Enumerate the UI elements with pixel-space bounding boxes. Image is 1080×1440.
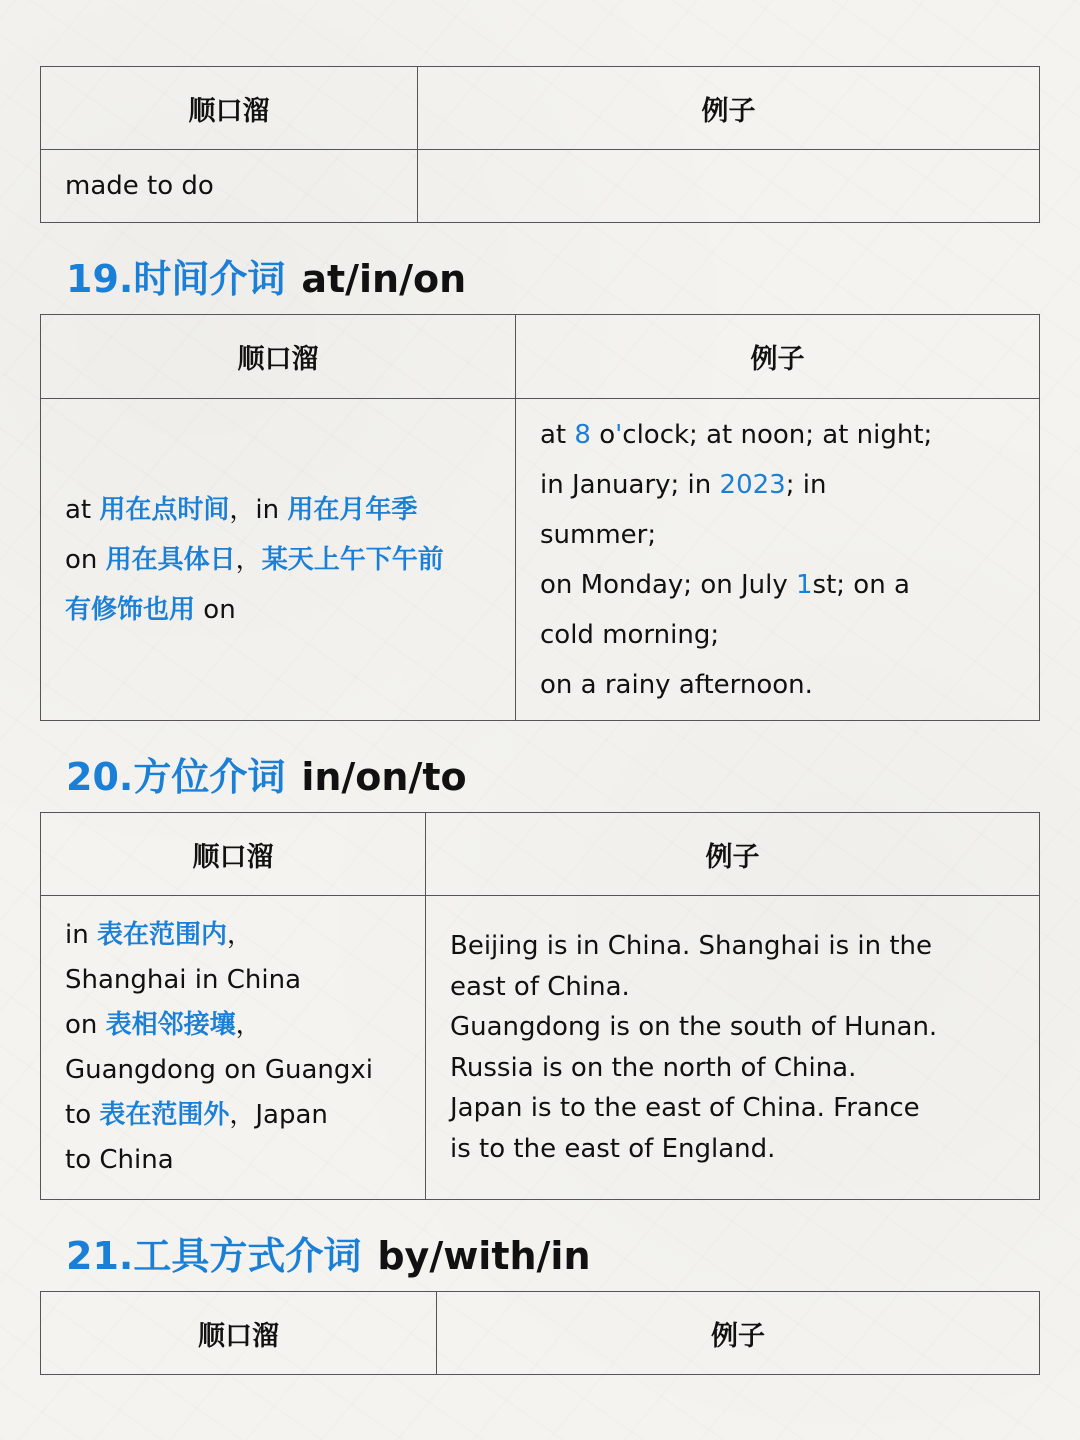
example-line: summer; bbox=[540, 519, 657, 550]
rhyme-text: on bbox=[65, 1009, 106, 1040]
table-time-prepositions bbox=[40, 314, 1040, 721]
rhyme-cell bbox=[41, 399, 515, 720]
example-cell bbox=[425, 896, 1039, 1199]
rhyme-highlight: 表相邻接壤 bbox=[105, 1009, 236, 1040]
rhyme-text: at bbox=[65, 494, 100, 525]
example-line: east of China. bbox=[450, 971, 630, 1002]
example-line: is to the east of England. bbox=[450, 1133, 776, 1164]
table-row bbox=[41, 398, 1039, 720]
section-number: 21. bbox=[66, 1234, 134, 1278]
rhyme-cell bbox=[41, 150, 417, 222]
section-title-cn: 方位介词 bbox=[133, 755, 286, 799]
example-number: 1 bbox=[796, 569, 813, 600]
rhyme-line bbox=[65, 585, 491, 635]
section-title-en: at/in/on bbox=[301, 257, 467, 301]
section-title-20 bbox=[66, 746, 467, 801]
example-apostrophe: ' bbox=[615, 419, 623, 450]
header-rhyme bbox=[41, 315, 515, 398]
example-line: Russia is on the north of China. bbox=[450, 1052, 857, 1083]
header-rhyme-label: 顺口溜 bbox=[198, 1320, 279, 1352]
example-line: cold morning; bbox=[540, 619, 720, 650]
rhyme-text: ， bbox=[235, 544, 262, 575]
example-line: Beijing is in China. Shanghai is in the bbox=[450, 931, 933, 961]
rhyme-text: in bbox=[65, 919, 97, 950]
header-example-label: 例子 bbox=[701, 95, 756, 127]
rhyme-text: ，Japan bbox=[229, 1099, 328, 1130]
example-line: Guangdong is on the south of Hunan. bbox=[450, 1012, 938, 1042]
rhyme-highlight: 表在范围内 bbox=[96, 919, 227, 950]
section-title-en: in/on/to bbox=[301, 755, 467, 799]
example-line bbox=[540, 560, 1015, 610]
rhyme-highlight: 有修饰也用 bbox=[65, 594, 196, 625]
rhyme-highlight: 表在范围外 bbox=[99, 1099, 230, 1130]
example-cell bbox=[417, 150, 1039, 222]
example-cell bbox=[515, 399, 1039, 720]
header-rhyme-label: 顺口溜 bbox=[237, 344, 319, 375]
example-line: Japan is to the east of China. France bbox=[450, 1093, 920, 1123]
rhyme-cell bbox=[41, 896, 425, 1199]
section-title-21 bbox=[66, 1225, 591, 1280]
header-example-label: 例子 bbox=[705, 841, 760, 873]
section-title-19 bbox=[66, 248, 466, 303]
table-header-row bbox=[41, 813, 1039, 895]
section-number: 20. bbox=[66, 755, 134, 799]
header-example bbox=[417, 67, 1039, 149]
rhyme-text: to bbox=[65, 1099, 100, 1130]
example-text: at bbox=[540, 419, 575, 450]
table-row bbox=[41, 149, 1039, 222]
example-text: o bbox=[590, 419, 616, 450]
rhyme-line bbox=[65, 535, 491, 585]
rhyme-text: ， bbox=[235, 1009, 262, 1040]
header-example bbox=[515, 315, 1039, 398]
rhyme-line: Shanghai in China bbox=[65, 964, 302, 995]
example-number: 2023 bbox=[719, 469, 786, 500]
rhyme-text: on bbox=[65, 544, 106, 575]
example-line bbox=[540, 460, 1015, 510]
example-text: ; in bbox=[785, 469, 827, 500]
example-number: 8 bbox=[574, 419, 591, 450]
section-title-cn: 时间介词 bbox=[133, 257, 286, 301]
rhyme-line bbox=[65, 1093, 401, 1138]
header-rhyme bbox=[41, 1292, 436, 1374]
rhyme-line bbox=[65, 913, 401, 958]
rhyme-highlight: 用在点时间 bbox=[99, 494, 230, 525]
example-text: on Monday; on July bbox=[540, 569, 796, 600]
header-example-label: 例子 bbox=[750, 344, 805, 375]
rhyme-highlight: 用在具体日 bbox=[105, 544, 236, 575]
header-rhyme bbox=[41, 67, 417, 149]
header-example bbox=[436, 1292, 1039, 1374]
table-row bbox=[41, 895, 1039, 1199]
table-header-row bbox=[41, 67, 1039, 149]
rhyme-line: to China bbox=[65, 1144, 174, 1175]
rhyme-line bbox=[65, 1003, 401, 1048]
example-text: in January; in bbox=[540, 469, 720, 500]
header-rhyme bbox=[41, 813, 425, 895]
rhyme-text: on bbox=[195, 594, 236, 625]
rhyme-line bbox=[65, 485, 491, 535]
example-line bbox=[540, 410, 1015, 460]
rhyme-highlight: 某天上午下午前 bbox=[261, 544, 444, 575]
header-example bbox=[425, 813, 1039, 895]
example-text: st; on a bbox=[812, 569, 910, 600]
table-made-to-do bbox=[40, 66, 1040, 223]
rhyme-text: ，in bbox=[229, 494, 288, 525]
example-line: on a rainy afternoon. bbox=[540, 669, 813, 700]
rhyme-line: Guangdong on Guangxi bbox=[65, 1054, 374, 1085]
header-rhyme-label: 顺口溜 bbox=[188, 95, 270, 127]
header-example-label: 例子 bbox=[711, 1320, 765, 1352]
section-number: 19. bbox=[66, 257, 134, 301]
rhyme-text: ， bbox=[226, 919, 253, 950]
table-header-row bbox=[41, 315, 1039, 398]
header-rhyme-label: 顺口溜 bbox=[192, 841, 274, 873]
rhyme-text: made to do bbox=[65, 171, 214, 201]
section-title-en: by/with/in bbox=[377, 1234, 591, 1278]
table-position-prepositions bbox=[40, 812, 1040, 1200]
rhyme-highlight: 用在月年季 bbox=[287, 494, 418, 525]
table-header-row bbox=[41, 1292, 1039, 1374]
example-text: clock; at noon; at night; bbox=[622, 419, 933, 450]
table-method-prepositions bbox=[40, 1291, 1040, 1375]
section-title-cn: 工具方式介词 bbox=[133, 1234, 362, 1278]
